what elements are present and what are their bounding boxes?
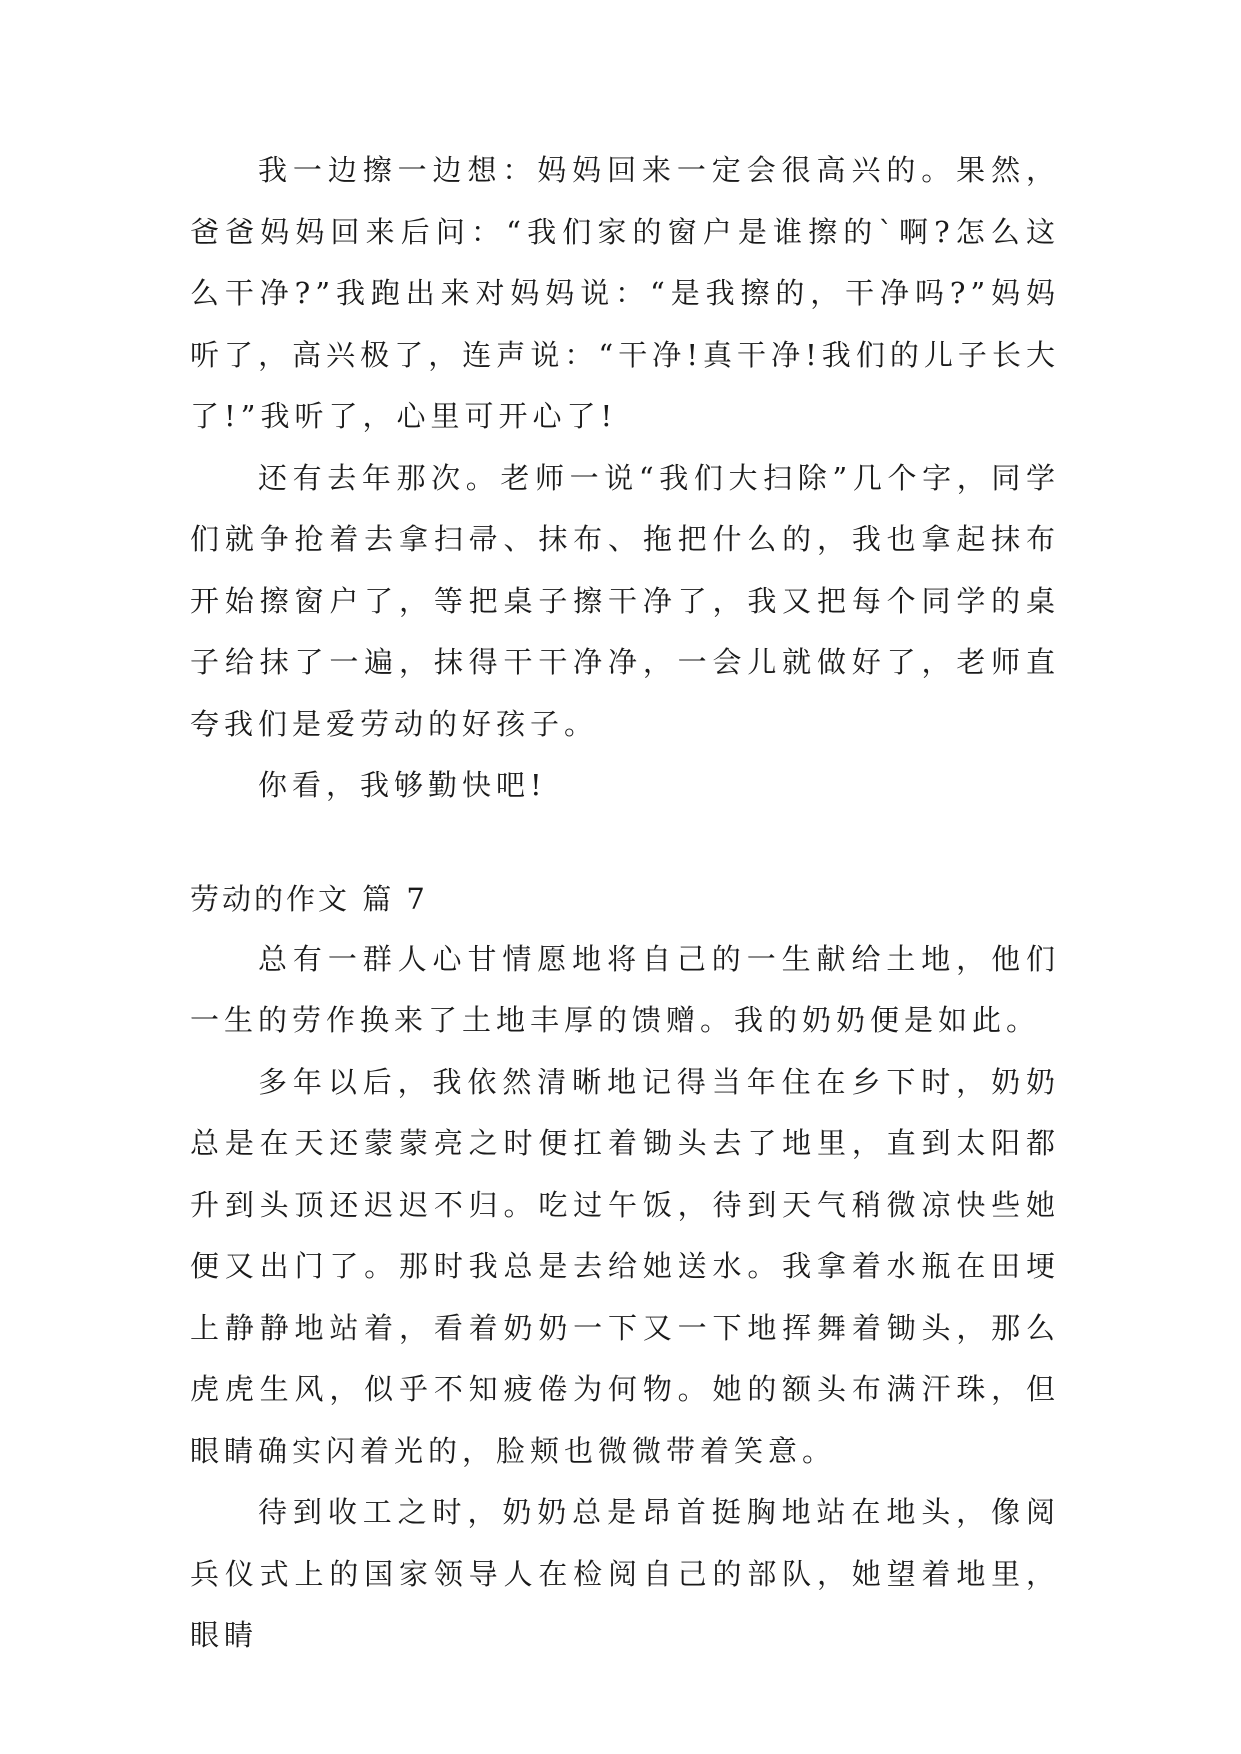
paragraph-window-cleaning: 我一边擦一边想：妈妈回来一定会很高兴的。果然，爸爸妈妈回来后问：“我们家的窗户是谁擦的`啊?怎么这么干净?”我跑出来对妈妈说：“是我擦的，干净吗?”妈妈听了，高兴极了，连声说：“干净!真干净!我们的儿子长大了!”我听了，心里可开心了! xyxy=(190,153,1060,433)
section-spacer xyxy=(190,817,1060,879)
paragraph-grandma-working: 多年以后，我依然清晰地记得当年住在乡下时，奶奶总是在天还蒙蒙亮之时便扛着锄头去了地里，直到太阳都升到头顶还迟迟不归。吃过午饭，待到天气稍微凉快些她便又出门了。那时我总是去给她送水。我拿着水瓶在田埂上静静地站着，看着奶奶一下又一下地挥舞着锄头，那么虎虎生风，似乎不知疲倦为何物。她的额头布满汗珠，但眼睛确实闪着光的，脸颊也微微带着笑意。 xyxy=(190,1064,1060,1468)
paragraph-conclusion: 你看，我够勤快吧! xyxy=(258,768,547,802)
paragraph-classroom-cleaning: 还有去年那次。老师一说“我们大扫除”几个字，同学们就争抢着去拿扫帚、抹布、拖把什么的，我也拿起抹布开始擦窗户了，等把桌子擦干净了，我又把每个同学的桌子给抹了一遍，抹得干干净净，一会儿就做好了，老师直夸我们是爱劳动的好孩子。 xyxy=(190,460,1060,741)
paragraph-end-of-work: 待到收工之时，奶奶总是昂首挺胸地站在地头，像阅兵仪式上的国家领导人在检阅自己的部队，她望着地里，眼睛 xyxy=(190,1495,1060,1652)
document-page xyxy=(190,140,1060,1667)
section-heading: 劳动的作文 篇 7 xyxy=(190,881,428,916)
paragraph-intro: 总有一群人心甘情愿地将自己的一生献给土地，他们一生的劳作换来了土地丰厚的馈赠。我的奶奶便是如此。 xyxy=(190,941,1060,1037)
